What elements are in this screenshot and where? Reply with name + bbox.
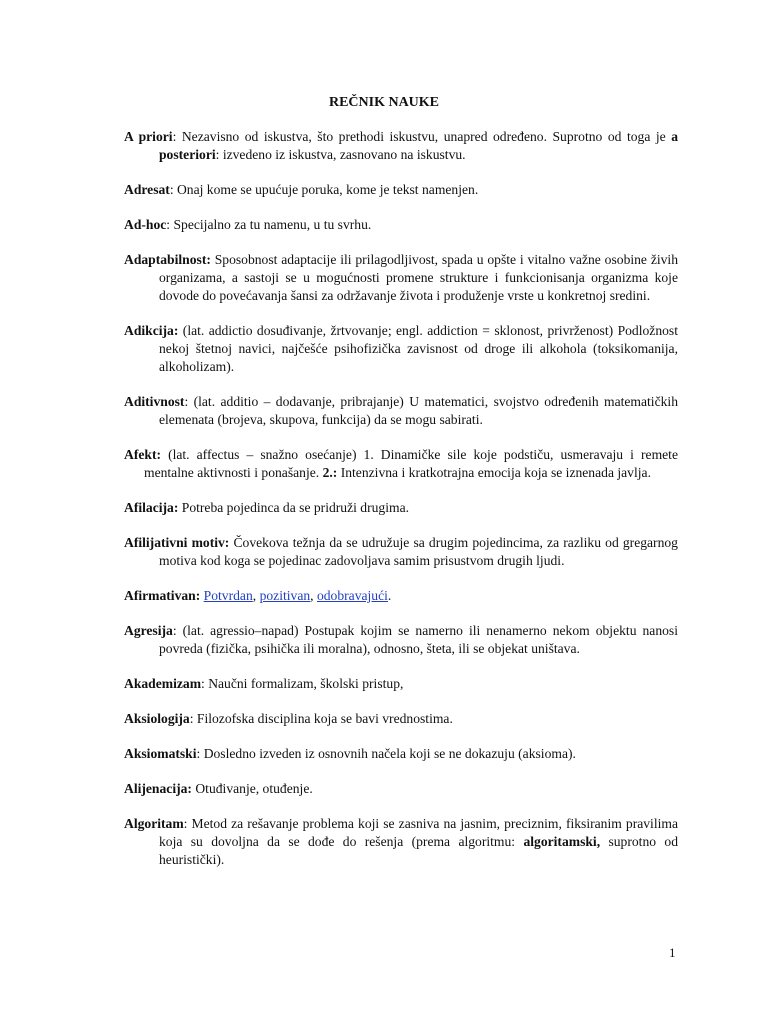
entry-aditivnost [124,393,678,429]
page-title: REČNIK NAUKE [328,95,440,110]
entry-term: Akademizam [124,676,202,691]
entry-ad-hoc [124,216,678,234]
entry-definition: : (lat. additio – dodavanje, pribrajanje) U matematici, svojstvo određenih matematičkih elemenata (brojeva, skupova, funkcija) da se mogu sabirati. [159,394,678,427]
entry-aksiologija [124,710,678,728]
entry-sense-number: 2.: [322,465,338,480]
link-separator: , [310,588,317,603]
entry-definition: (lat. addictio dosuđivanje, žrtvovanje; engl. addiction = sklonost, privrženost) Podložnost nekoj štetnoj navici, najčešće psihofizička zavisnost od droge ili alkohola (toksikomanija, alkoholizam). [159,323,678,374]
entry-adresat [124,181,678,199]
entry-definition: Sposobnost adaptacije ili prilagodljivost, spada u opšte i vitalno važne osobine živih organizama, a sastoji se u mogućnosti promene strukture i funkcionisanja organizma koje dovode do povećavanja šansi za održavanje života i produženje vrste u konkretnoj sredini. [159,252,678,303]
entry-akademizam [124,675,678,693]
entry-term: A priori [124,129,173,144]
entry-term: Afilacija: [124,500,179,515]
entry-a-priori [124,128,678,164]
dictionary-entries [124,128,678,886]
entry-definition: : (lat. agressio–napad) Postupak kojim se namerno ili nenamerno nekom objektu nanosi povreda (fizička, psihička ili moralna), odnosno, šteta, ili se objekat uništava. [159,623,678,656]
entry-adikcija [124,322,678,376]
entry-definition: : Naučni formalizam, školski pristup, [201,676,404,691]
entry-definition-cont: suprotno od heuristički). [159,834,678,867]
entry-term: Alijenacija: [124,781,192,796]
page-number: 1 [669,945,676,960]
link-potvrdan[interactable]: Potvrdan [203,588,253,603]
entry-definition: (lat. affectus – snažno osećanje) 1. Dinamičke sile koje podstiču, usmeravaju i remete mentalne aktivnosti i ponašanje. [144,447,678,480]
entry-term: Adresat [124,182,170,197]
entry-definition: : Specijalno za tu namenu, u tu svrhu. [166,217,372,232]
entry-term: Adaptabilnost: [124,252,211,267]
entry-term: Afirmativan: [124,588,201,603]
entry-afilijativni-motiv [124,534,678,570]
entry-definition: Čovekova težnja da se udružuje sa drugim pojedincima, za razliku od gregarnog motiva kod koga se pojedinac zadovoljava samim prisustvom drugih ljudi. [159,535,678,568]
entry-term: Afilijativni motiv: [124,535,230,550]
entry-definition: : Onaj kome se upućuje poruka, kome je tekst namenjen. [169,182,479,197]
entry-definition: : Filozofska disciplina koja se bavi vrednostima. [189,711,453,726]
link-odobravajuci[interactable]: odobravajući [316,588,388,603]
entry-definition-cont: Intenzivna i kratkotrajna emocija koja se iznenada javlja. [337,465,651,480]
entry-term: Algoritam [124,816,184,831]
entry-definition: : Dosledno izveden iz osnovnih načela koji se ne dokazuju (aksioma). [196,746,576,761]
link-separator: , [252,588,260,603]
entry-adaptabilnost [124,251,678,305]
entry-definition-cont: : izvedeno iz iskustva, zasnovano na iskustvu. [215,147,466,162]
entry-algoritam [124,815,678,869]
entry-definition: Potreba pojedinca da se pridruži drugima. [178,500,410,515]
entry-definition: : Metod za rešavanje problema koji se zasniva na jasnim, preciznim, fiksiranim pravilima koja su dovoljna da se dođe do rešenja (prema algoritmu: [159,816,678,849]
entry-term: Aksiomatski [124,746,197,761]
entry-afekt [124,446,678,482]
entry-term: Afekt: [124,447,161,462]
entry-definition: : Nezavisno od iskustva, što prethodi iskustvu, unapred određeno. Suprotno od toga je [172,129,672,144]
entry-inline-term: algoritamski, [523,834,601,849]
entry-aksiomatski [124,745,678,763]
entry-afilacija [124,499,678,517]
entry-agresija [124,622,678,658]
entry-inline-term: a posteriori [159,129,678,162]
entry-end-punctuation: . [387,588,392,603]
entry-alijenacija [124,780,678,798]
entry-definition: Otuđivanje, otuđenje. [191,781,313,796]
entry-term: Agresija [124,623,173,638]
link-pozitivan[interactable]: pozitivan [259,588,311,603]
entry-term: Aksiologija [124,711,190,726]
entry-afirmativan [124,587,678,605]
entry-term: Ad-hoc [124,217,167,232]
entry-term: Adikcija: [124,323,179,338]
entry-term: Aditivnost [124,394,185,409]
